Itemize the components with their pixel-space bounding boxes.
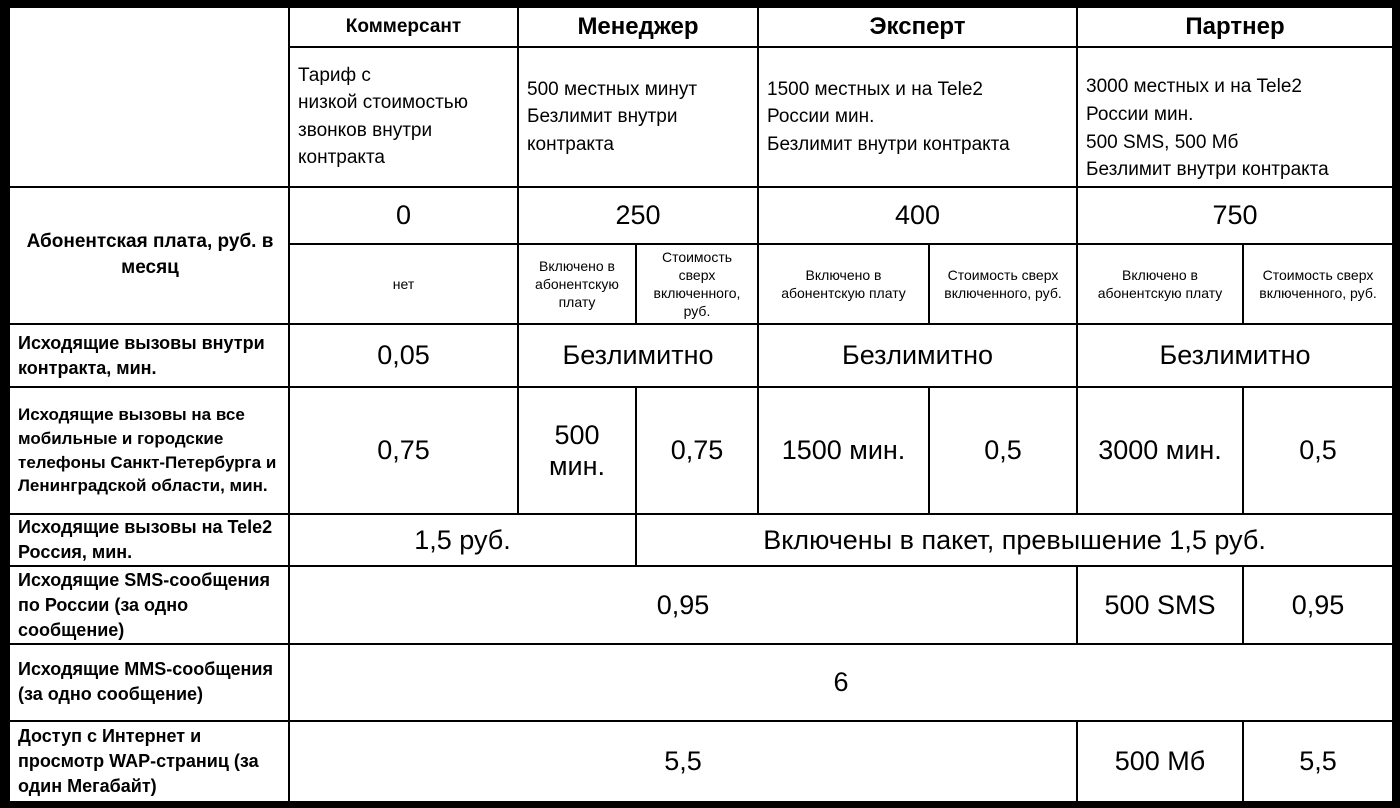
fee-label: Абонентская плата, руб. в месяц xyxy=(9,187,289,325)
row-local-calls xyxy=(9,387,1393,513)
row-mms xyxy=(9,644,1393,720)
fee-kommersant: 0 xyxy=(289,187,518,244)
label-sms: Исходящие SMS-сообщения по России (за одно сообщение) xyxy=(9,566,289,644)
mms-common: 6 xyxy=(289,644,1393,720)
subheader-none: нет xyxy=(289,244,518,324)
fee-partner: 750 xyxy=(1077,187,1393,244)
desc-line: Безлимит внутри контракта xyxy=(767,133,1010,155)
desc-line: Тариф с xyxy=(298,64,371,86)
desc-line: Безлимит внутри контракта xyxy=(1086,159,1329,181)
fee-row xyxy=(9,187,1393,244)
row-internal-calls xyxy=(9,324,1393,387)
corner-cell xyxy=(9,7,289,187)
label-tele2: Исходящие вызовы на Tele2 Россия, мин. xyxy=(9,514,289,567)
plan-menedzher: Менеджер xyxy=(518,7,758,47)
subheader-over-ekspert: Стоимость сверх включенного, руб. xyxy=(929,244,1077,324)
desc-line: 1500 местных и на Tele2 xyxy=(767,78,983,100)
internet-common: 5,5 xyxy=(289,721,1077,802)
label-local-calls: Исходящие вызовы на все мобильные и городские телефоны Санкт-Петербурга и Ленинградской области, мин. xyxy=(9,387,289,513)
sms-partner-over: 0,95 xyxy=(1243,566,1393,644)
fee-menedzher: 250 xyxy=(518,187,758,244)
local-partner-included: 3000 мин. xyxy=(1077,387,1243,513)
row-tele2 xyxy=(9,514,1393,567)
fee-ekspert: 400 xyxy=(758,187,1077,244)
subheader-over-partner: Стоимость сверх включенного, руб. xyxy=(1243,244,1393,324)
local-menedzher-included: 500 мин. xyxy=(518,387,636,513)
subheader-over-menedzher: Стоимость сверх включенного, руб. xyxy=(636,244,758,324)
desc-kommersant xyxy=(289,47,518,187)
label-mms xyxy=(9,644,289,720)
desc-line: контракта xyxy=(527,133,615,155)
internet-partner-included: 500 Мб xyxy=(1077,721,1243,802)
label-mms-line2: (за одно сообщение) xyxy=(18,684,204,705)
desc-partner xyxy=(1077,47,1393,187)
internal-ekspert: Безлимитно xyxy=(758,324,1077,387)
row-sms xyxy=(9,566,1393,644)
desc-line: России мин. xyxy=(1086,104,1194,126)
label-internet: Доступ с Интернет и просмотр WAP-страниц (за один Мегабайт) xyxy=(9,721,289,802)
tele2-basic: 1,5 руб. xyxy=(289,514,636,567)
desc-menedzher xyxy=(518,47,758,187)
local-menedzher-over: 0,75 xyxy=(636,387,758,513)
label-internal-calls: Исходящие вызовы внутри контракта, мин. xyxy=(9,324,289,387)
desc-line: звонков внутри xyxy=(298,119,433,141)
local-kommersant: 0,75 xyxy=(289,387,518,513)
subheader-included-partner: Включено в абонентскую плату xyxy=(1077,244,1243,324)
desc-line: контракта xyxy=(298,147,386,169)
plan-kommersant: Коммерсант xyxy=(289,7,518,47)
local-partner-over: 0,5 xyxy=(1243,387,1393,513)
local-ekspert-included: 1500 мин. xyxy=(758,387,929,513)
internal-partner: Безлимитно xyxy=(1077,324,1393,387)
tariff-table-container xyxy=(8,6,1392,803)
desc-line: низкой стоимостью xyxy=(298,92,468,114)
internal-menedzher: Безлимитно xyxy=(518,324,758,387)
label-mms-line1: Исходящие MMS-сообщения xyxy=(18,659,273,680)
sms-partner-included: 500 SMS xyxy=(1077,566,1243,644)
desc-line: 500 SMS, 500 Мб xyxy=(1086,131,1239,153)
row-internet xyxy=(9,721,1393,802)
internet-partner-over: 5,5 xyxy=(1243,721,1393,802)
subheader-included-ekspert: Включено в абонентскую плату xyxy=(758,244,929,324)
desc-line: 3000 местных и на Tele2 xyxy=(1086,76,1302,98)
subheader-included-menedzher: Включено в абонентскую плату xyxy=(518,244,636,324)
desc-line: России мин. xyxy=(767,106,875,128)
desc-line: 500 местных минут xyxy=(527,78,698,100)
local-ekspert-over: 0,5 xyxy=(929,387,1077,513)
plan-ekspert: Эксперт xyxy=(758,7,1077,47)
desc-ekspert xyxy=(758,47,1077,187)
plan-partner: Партнер xyxy=(1077,7,1393,47)
tariff-comparison-table xyxy=(8,6,1394,803)
desc-line: Безлимит внутри xyxy=(527,106,678,128)
tele2-package: Включены в пакет, превышение 1,5 руб. xyxy=(636,514,1393,567)
sms-common: 0,95 xyxy=(289,566,1077,644)
plan-name-row xyxy=(9,7,1393,47)
internal-kommersant: 0,05 xyxy=(289,324,518,387)
